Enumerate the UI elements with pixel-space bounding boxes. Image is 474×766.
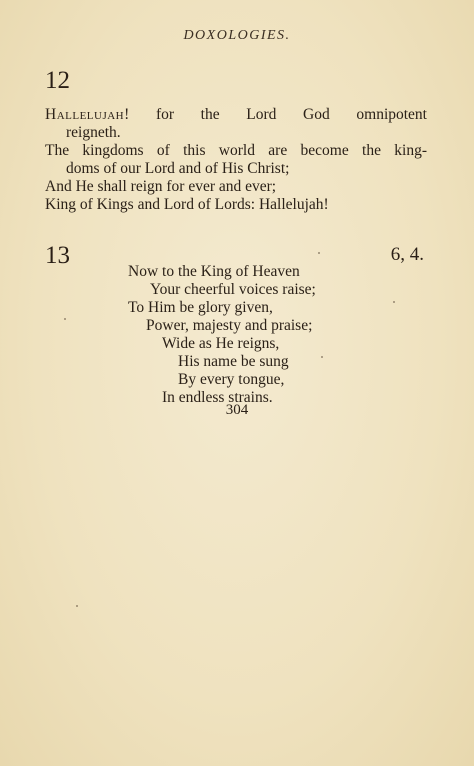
hymn-13-line-1: Now to the King of Heaven [128, 263, 300, 280]
hymn-12-line-4: doms of our Lord and of His Christ; [66, 160, 290, 177]
paper-speck [393, 301, 395, 303]
hymn-13-line-7: By every tongue, [178, 371, 285, 388]
hymn-13-line-5: Wide as He reigns, [162, 335, 280, 352]
hymn-12-line-5: And He shall reign for ever and ever; [45, 178, 277, 195]
hymn-12-line-1 [45, 106, 427, 124]
hymn-12-line-3: The kingdoms of this world are become the king- [45, 142, 427, 159]
paper-speck [76, 605, 78, 607]
page-number: 304 [225, 402, 249, 418]
hymn-12-line-1-rest: ! for the Lord God omnipotent [124, 106, 427, 123]
hymn-12-line-6: King of Kings and Lord of Lords: Hallelujah! [45, 196, 329, 213]
running-head: DOXOLOGIES. [183, 28, 291, 43]
hymn-12-opening-word: Hallelujah [45, 106, 125, 123]
hymn-13-line-8: In endless strains. [162, 389, 273, 406]
paper-speck [321, 356, 323, 358]
hymn-12-text [45, 106, 427, 214]
hymn-13-line-3: To Him be glory given, [128, 299, 273, 316]
paper-speck [64, 318, 66, 320]
paper-speck [318, 252, 320, 254]
hymn-13-line-2: Your cheerful voices raise; [150, 281, 316, 298]
hymn-number-12: 12 [45, 67, 70, 94]
hymn-13-line-6: His name be sung [178, 353, 289, 370]
hymn-12-line-2: reigneth. [66, 124, 121, 141]
hymn-13-line-4: Power, majesty and praise; [146, 317, 313, 334]
hymn-13-meter: 6, 4. [390, 244, 424, 265]
hymn-number-13: 13 [45, 242, 70, 269]
